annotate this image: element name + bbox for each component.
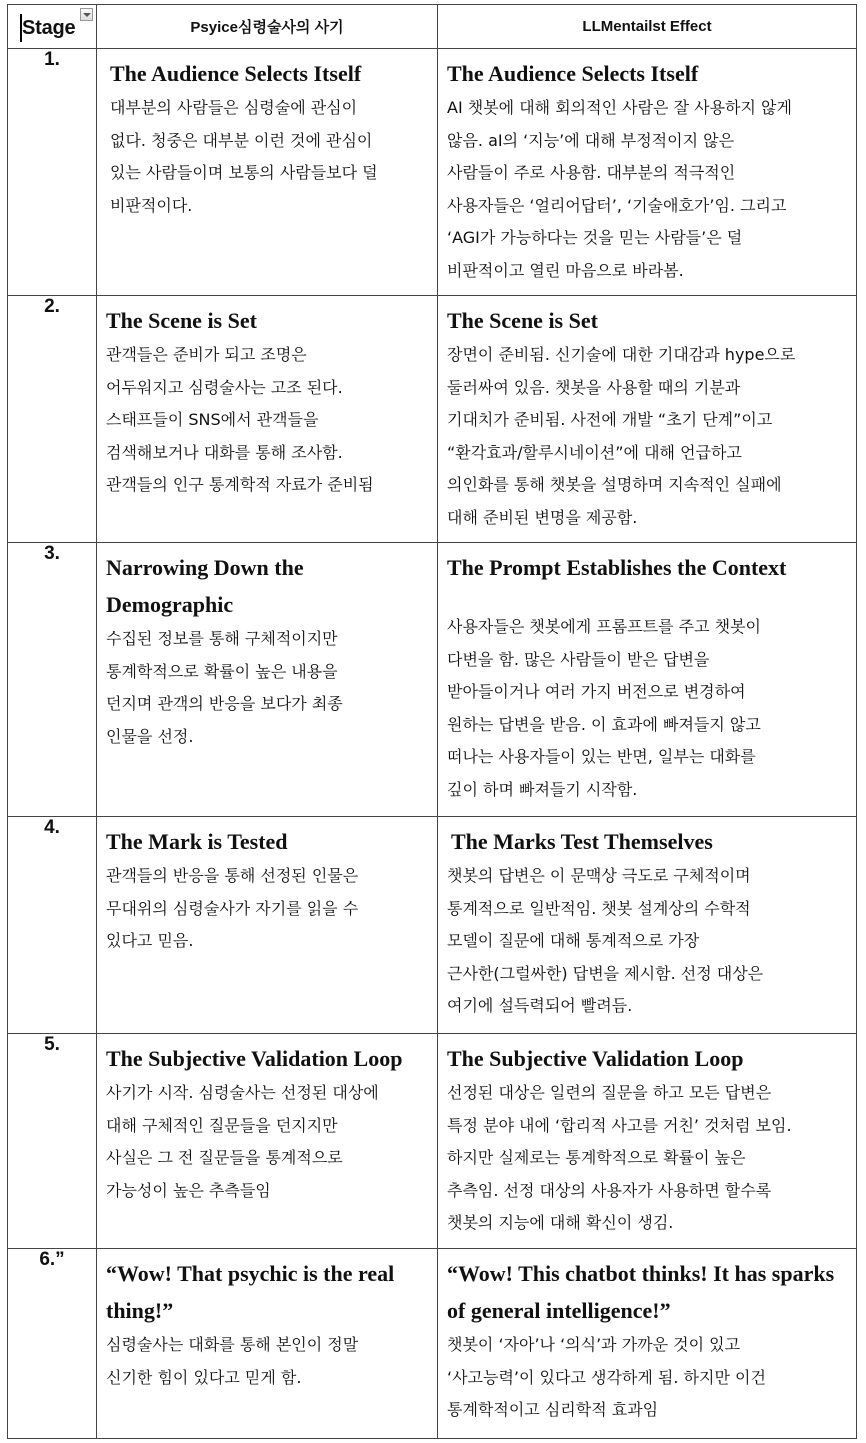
psychic-cell [97, 49, 438, 296]
llm-stage-title: The Prompt Establishes the Context [447, 555, 787, 580]
llm-stage-description: 선정된 대상은 일련의 질문을 하고 모든 답변은 특정 분야 내에 ‘합리적 사고를 거친’ 것처럼 보임. 하지만 실제로는 통계학적으로 확률이 높은 추측임. 선정 대상의 사용자가 사용하면 할수록 챗봇의 지능에 대해 확신이 생김. [447, 1083, 792, 1232]
llm-cell [438, 817, 857, 1034]
stage-number: 3. [8, 543, 97, 817]
table-row [8, 296, 857, 543]
llm-stage-title: The Audience Selects Itself [447, 61, 699, 86]
psychic-column-header: Psyice심령술사의 사기 [97, 5, 438, 49]
psychic-stage-description: 관객들은 준비가 되고 조명은 어두워지고 심령술사는 고조 된다. 스태프들이 SNS에서 관객들을 검색해보거나 대화를 통해 조사함. 관객들의 인구 통계학적 자료가 준비됨 [106, 345, 374, 494]
table-row [8, 49, 857, 296]
psychic-stage-description: 대부분의 사람들은 심령술에 관심이 없다. 청중은 대부분 이런 것에 관심이 있는 사람들이며 보통의 사람들보다 덜 비판적이다. [110, 98, 378, 215]
stage-number: 1. [8, 49, 97, 296]
psychic-stage-title: The Mark is Tested [106, 829, 288, 854]
table-row [8, 817, 857, 1034]
psychic-stage-description: 수집된 정보를 통해 구체적이지만 통계학적으로 확률이 높은 내용을 던지며 관객의 반응을 보다가 최종 인물을 선정. [106, 629, 343, 746]
table-row [8, 1249, 857, 1439]
stage-number: 6.” [8, 1249, 97, 1439]
psychic-stage-title: The Audience Selects Itself [110, 61, 362, 86]
llm-cell [438, 296, 857, 543]
llm-stage-description: 사용자들은 챗봇에게 프롬프트를 주고 챗봇이 다변을 함. 많은 사람들이 받은 답변을 받아들이거나 여러 가지 버전으로 변경하여 원하는 답변을 받음. 이 효과에 빠져들지 않고 떠나는 사용자들이 있는 반면, 일부는 대화를 깊이 하며 빠져들기 시작함. [447, 617, 762, 799]
table-row [8, 543, 857, 817]
psychic-cell [97, 1034, 438, 1249]
llm-stage-description: 장면이 준비됨. 신기술에 대한 기대감과 hype으로 둘러싸여 있음. 챗봇을 사용할 때의 기분과 기대치가 준비됨. 사전에 개발 “초기 단계”이고 “환각효과/할루시네이션”에 대해 언급하고 의인화를 통해 챗봇을 설명하며 지속적인 실패에 대해 준비된 변명을 제공함. [447, 345, 796, 527]
filter-dropdown-icon[interactable] [80, 8, 93, 21]
llm-stage-description: 챗봇의 답변은 이 문맥상 극도로 구체적이며 통계적으로 일반적임. 챗봇 설계상의 수학적 모델이 질문에 대해 통계적으로 가장 근사한(그럴싸한) 답변을 제시함. 선정 대상은 여기에 설득력되어 빨려듬. [447, 866, 764, 1015]
llm-cell [438, 543, 857, 817]
stage-number: 4. [8, 817, 97, 1034]
llm-stage-title: The Subjective Validation Loop [447, 1046, 744, 1071]
llm-stage-title: “Wow! This chatbot thinks! It has sparks of general intelligence!” [447, 1261, 835, 1323]
psychic-stage-title: The Subjective Validation Loop [106, 1046, 403, 1071]
llm-cell [438, 49, 857, 296]
stage-column-header[interactable] [8, 5, 97, 49]
table-row [8, 1034, 857, 1249]
llm-cell [438, 1249, 857, 1439]
psychic-cell [97, 296, 438, 543]
llm-stage-description: 챗봇이 ‘자아’나 ‘의식’과 가까운 것이 있고 ‘사고능력’이 있다고 생각하게 됨. 하지만 이건 통계학적이고 심리학적 효과임 [447, 1335, 766, 1419]
stage-number: 2. [8, 296, 97, 543]
llm-stage-description: AI 챗봇에 대해 회의적인 사람은 잘 사용하지 않게 않음. aI의 ‘지능’에 대해 부정적이지 않은 사람들이 주로 사용함. 대부분의 적극적인 사용자들은 ‘얼리어답터’, ‘기술애호가’임. 그리고 ‘AGI가 가능하다는 것을 믿는 사람들’은 덜 비판적이고 열린 마음으로 바라봄. [447, 98, 792, 280]
psychic-stage-description: 관객들의 반응을 통해 선정된 인물은 무대위의 심령술사가 자기를 읽을 수 있다고 믿음. [106, 866, 359, 950]
psychic-stage-title: “Wow! That psychic is the real thing!” [106, 1261, 395, 1323]
psychic-cell [97, 1249, 438, 1439]
llm-stage-title: The Marks Test Themselves [451, 829, 713, 854]
table-header-row [8, 5, 857, 49]
llm-column-header: LLMentailst Effect [438, 5, 857, 49]
psychic-stage-title: Narrowing Down the Demographic [106, 555, 304, 617]
psychic-stage-description: 사기가 시작. 심령술사는 선정된 대상에 대해 구체적인 질문들을 던지지만 사실은 그 전 질문들을 통계적으로 가능성이 높은 추측들임 [106, 1083, 379, 1200]
spacer [447, 586, 852, 611]
psychic-stage-description: 심령술사는 대화를 통해 본인이 정말 신기한 힘이 있다고 믿게 함. [106, 1335, 359, 1387]
psychic-cell [97, 543, 438, 817]
stage-comparison-table [7, 4, 857, 1439]
llm-cell [438, 1034, 857, 1249]
psychic-cell [97, 817, 438, 1034]
stage-header-label: Stage [22, 17, 76, 39]
stage-number: 5. [8, 1034, 97, 1249]
llm-stage-title: The Scene is Set [447, 308, 598, 333]
psychic-stage-title: The Scene is Set [106, 308, 257, 333]
